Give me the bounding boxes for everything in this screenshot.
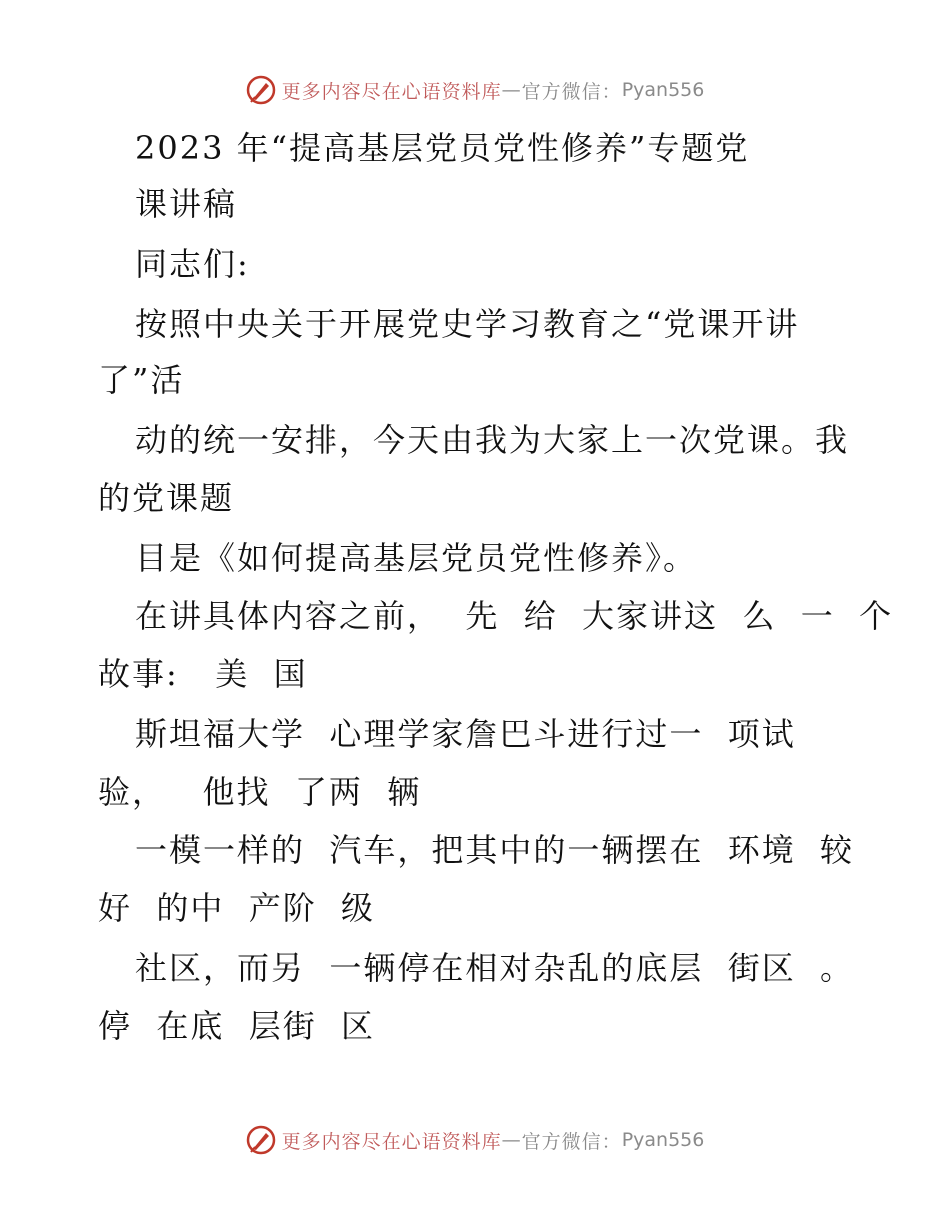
body-line: 了”活 xyxy=(98,361,185,399)
quill-logo-icon xyxy=(246,75,276,105)
body-line: 的党课题 xyxy=(98,479,235,517)
footer-watermark xyxy=(0,1120,950,1160)
watermark-wechat-id: Pyan556 xyxy=(621,79,705,101)
body-line: 目是《如何提高基层党员党性修养》。 xyxy=(135,539,698,577)
watermark-dash: — xyxy=(501,79,522,101)
body-line: 故事: 美 国 xyxy=(98,655,308,693)
body-line: 社区，而另 一辆停在相对杂乱的底层 街区 。 xyxy=(135,949,855,987)
body-line: 动的统一安排，今天由我为大家上一次党课。我 xyxy=(135,421,850,459)
quill-logo-icon xyxy=(246,1125,276,1155)
body-line: 好 的中 产阶 级 xyxy=(98,889,376,927)
watermark-dash: — xyxy=(501,1129,522,1151)
body-line: 斯坦福大学 心理学家詹巴斗进行过一 项试 xyxy=(135,715,796,753)
document-title-line-2: 课讲稿 xyxy=(135,185,238,223)
document-title-line-1: 2023 年“提高基层党员党性修养”专题党 xyxy=(135,129,750,167)
body-line: 同志们: xyxy=(135,245,250,283)
body-line: 验， 他找 了两 辆 xyxy=(98,773,422,811)
watermark-wechat-label: 官方微信： xyxy=(521,1130,622,1153)
watermark-wechat-id: Pyan556 xyxy=(621,1129,705,1151)
body-line: 按照中央关于开展党史学习教育之“党课开讲 xyxy=(135,305,800,343)
body-line: 在讲具体内容之前， 先 给 大家讲这 么 一 个 xyxy=(135,597,894,635)
body-line: 停 在底 层街 区 xyxy=(98,1007,376,1045)
watermark-wechat-label: 官方微信： xyxy=(521,80,622,103)
watermark-site-name: 更多内容尽在心语资料库 xyxy=(281,80,502,103)
header-watermark xyxy=(0,70,950,110)
body-line: 一模一样的 汽车，把其中的一辆摆在 环境 较 xyxy=(135,831,855,869)
watermark-site-name: 更多内容尽在心语资料库 xyxy=(281,1130,502,1153)
